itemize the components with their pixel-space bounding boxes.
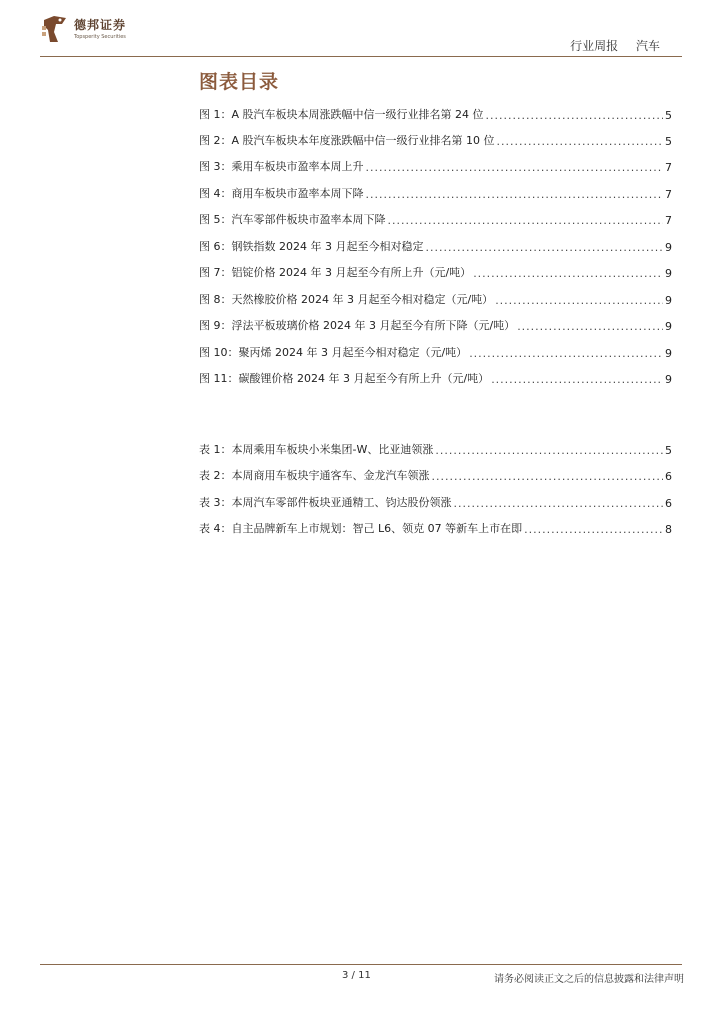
toc-entry-figure-4[interactable] [199, 185, 672, 201]
toc-entry-page: 6 [665, 497, 672, 510]
logo-text-cn: 德邦证券 [74, 18, 127, 32]
toc-entry-page: 9 [665, 320, 672, 333]
toc-entry-page: 9 [665, 241, 672, 254]
toc-entry-label: 图 4：商用车板块市盈率本周下降 [199, 187, 364, 200]
toc-entry-label: 图 10：聚丙烯 2024 年 3 月起至今相对稳定（元/吨） [199, 346, 468, 359]
toc-entry-page: 7 [665, 161, 672, 174]
header-report-info [570, 37, 660, 54]
toc-entry-label: 图 8：天然橡胶价格 2024 年 3 月起至今相对稳定（元/吨） [199, 293, 494, 306]
toc-entry-page: 9 [665, 347, 672, 360]
logo-text-en: Topsperity Securities [74, 34, 126, 40]
toc-entry-label: 表 4：自主品牌新车上市规划：智己 L6、领克 07 等新车上市在即 [199, 522, 523, 535]
toc-entry-figure-10[interactable] [199, 344, 672, 360]
toc-entry-page: 5 [665, 444, 672, 457]
toc-entry-page: 8 [665, 523, 672, 536]
toc-entry-page: 9 [665, 267, 672, 280]
toc-entry-label: 图 7：铝锭价格 2024 年 3 月起至今有所上升（元/吨） [199, 266, 472, 279]
footer-disclaimer: 请务必阅读正文之后的信息披露和法律声明 [494, 974, 684, 985]
toc-entry-page: 7 [665, 188, 672, 201]
toc-entry-label: 表 2：本周商用车板块宇通客车、金龙汽车领涨 [199, 469, 430, 482]
toc-entry-figure-1[interactable] [199, 106, 672, 122]
company-logo [40, 14, 140, 48]
toc-entry-table-3[interactable] [199, 494, 672, 510]
toc-entry-figure-8[interactable] [199, 291, 672, 307]
toc-entry-label: 图 11：碳酸锂价格 2024 年 3 月起至今有所上升（元/吨） [199, 372, 490, 385]
toc-entry-page: 6 [665, 470, 672, 483]
toc-entry-label: 图 3：乘用车板块市盈率本周上升 [199, 160, 364, 173]
toc-entry-page: 5 [665, 135, 672, 148]
toc-entry-label: 图 6：钢铁指数 2024 年 3 月起至今相对稳定 [199, 240, 424, 253]
toc-entry-table-2[interactable] [199, 467, 672, 483]
toc-entry-label: 图 9：浮法平板玻璃价格 2024 年 3 月起至今有所下降（元/吨） [199, 319, 516, 332]
toc-entry-label: 表 1：本周乘用车板块小米集团-W、比亚迪领涨 [199, 443, 434, 456]
toc-title: 图表目录 [199, 71, 280, 93]
toc-entry-page: 9 [665, 373, 672, 386]
toc-entry-page: 9 [665, 294, 672, 307]
toc-entry-page: 7 [665, 214, 672, 227]
toc-entry-figure-7[interactable] [199, 264, 672, 280]
report-type: 行业周报 [570, 39, 619, 53]
toc-entry-label: 图 5：汽车零部件板块市盈率本周下降 [199, 213, 386, 226]
report-sector: 汽车 [635, 39, 660, 53]
toc-entry-figure-2[interactable] [199, 132, 672, 148]
page-number: 3 / 11 [342, 970, 371, 981]
toc-entry-figure-11[interactable] [199, 370, 672, 386]
toc-entry-label: 表 3：本周汽车零部件板块亚通精工、钧达股份领涨 [199, 496, 452, 509]
toc-entry-figure-5[interactable] [199, 211, 672, 227]
toc-entry-figure-3[interactable] [199, 158, 672, 174]
toc-entry-table-4[interactable] [199, 520, 672, 536]
page-header [0, 0, 724, 60]
toc-entry-figure-9[interactable] [199, 317, 672, 333]
toc-entry-label: 图 2：A 股汽车板块本年度涨跌幅中信一级行业排名第 10 位 [199, 134, 495, 147]
toc-entry-label: 图 1：A 股汽车板块本周涨跌幅中信一级行业排名第 24 位 [199, 108, 484, 121]
toc-entry-figure-6[interactable] [199, 238, 672, 254]
footer-divider [40, 964, 682, 965]
toc-entry-page: 5 [665, 109, 672, 122]
header-divider [40, 56, 682, 57]
logo-mark-icon [40, 14, 70, 46]
toc-entry-table-1[interactable] [199, 441, 672, 457]
